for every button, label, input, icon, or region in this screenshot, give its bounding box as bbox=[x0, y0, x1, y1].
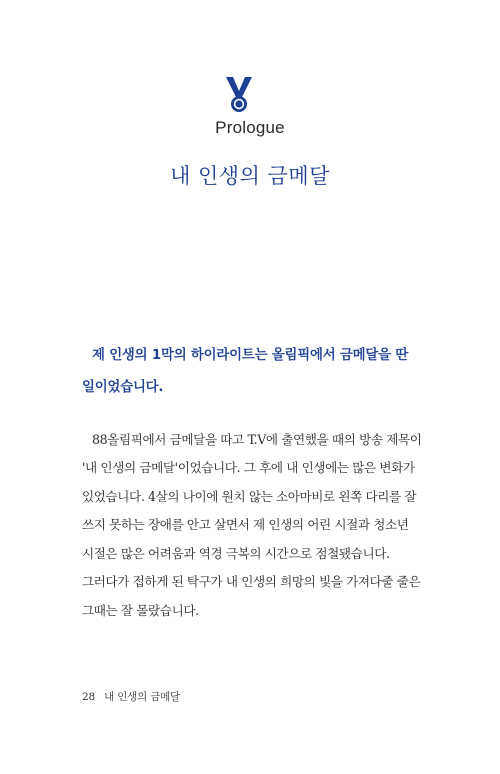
body-paragraph: 88올림픽에서 금메달을 따고 T.V에 출연했을 때의 방송 제목이 '내 인생의 금메달'이었습니다. 그 후에 내 인생에는 많은 변화가 있었습니다. 4살의 나이에 원치 않는 소아마비로 왼쪽 다리를 잘 쓰지 못하는 장애를 안고 살면서 제 인생의 어린 시절과 청소년 시절은 많은 어려움과 역경 극복의 시간으로 점철됐습니다. 그러다가 접하게 된 탁구가 내 인생의 희망의 빛을 가져다줄 줄은 그때는 잘 몰랐습니다. bbox=[82, 431, 422, 618]
running-title: 내 인생의 금메달 bbox=[104, 691, 180, 703]
page-footer bbox=[82, 689, 180, 704]
page-number: 28 bbox=[82, 691, 95, 703]
section-label: Prologue bbox=[215, 118, 285, 137]
chapter-title: 내 인생의 금메달 bbox=[170, 164, 330, 188]
lead-paragraph: 제 인생의 1막의 하이라이트는 올림픽에서 금메달을 딴 일이었습니다. bbox=[82, 348, 409, 396]
medal-icon bbox=[224, 75, 254, 115]
